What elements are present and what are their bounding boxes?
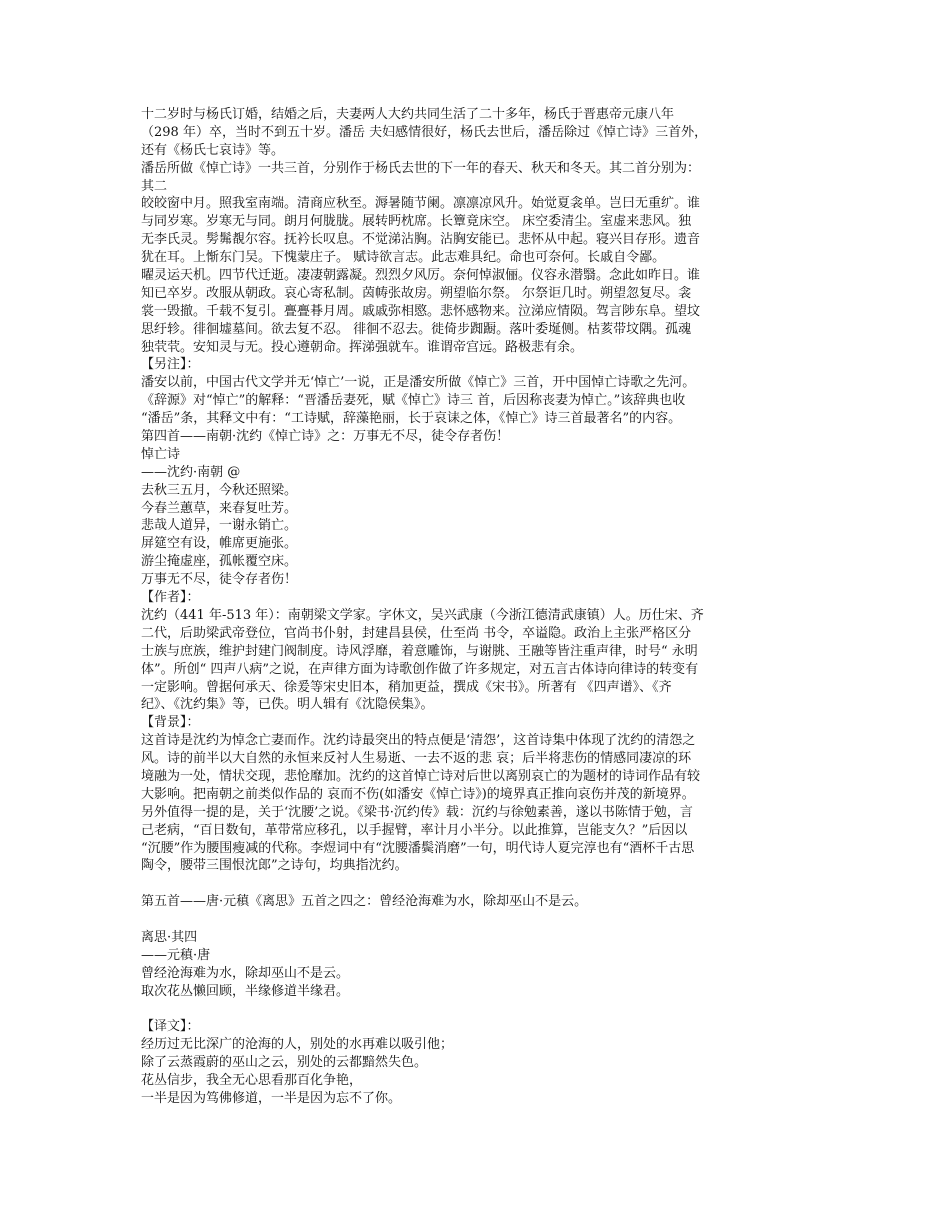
poem-line: 去秋三五月，今秋还照梁。: [141, 482, 298, 498]
text-line: 除了云蒸霞蔚的巫山之云，别处的云都黯然失色。: [141, 1055, 428, 1071]
text-line: 其二: [141, 178, 168, 194]
poem-line: 悲哉人道异，一谢永销亡。: [141, 518, 298, 534]
poem-line: 屏筵空有设，帷席更施张。: [141, 536, 298, 552]
text-line: 二代，后助梁武帝登位，官尚书仆射，封建昌县侯，仕至尚 书令，卒谥隐。政治上主张严格区分: [141, 625, 692, 641]
poem-line: 万事无不尽，徒令存者伤！: [141, 572, 298, 588]
poem-title: 悼亡诗: [141, 446, 181, 462]
text-line: 犹在耳。上惭东门吴。下愧蒙庄子。 赋诗欲言志。此志难具纪。命也可奈何。长戚自令鄙。: [141, 250, 666, 266]
text-line: 花丛信步，我全无心思看那百化争艳，: [141, 1073, 363, 1089]
text-line: 一半是因为笃佛修道，一半是因为忘不了你。: [141, 1090, 402, 1106]
poem-line: 今春兰蕙草，来春复吐芳。: [141, 500, 298, 516]
poem-line: 曾经沧海难为水，除却巫山不是云。: [141, 965, 350, 981]
text-line: 风。诗的前半以大自然的永恒来反衬人生易逝、一去不返的悲 哀；后半将悲伤的情感同凄凉的环: [141, 751, 692, 767]
text-line: 第四首——南朝·沈约《悼亡诗》之：万事无不尽，徒令存者伤！: [141, 429, 510, 445]
section-heading: 【另注】：: [141, 357, 200, 373]
document-body: [141, 106, 809, 1108]
text-line: 体”。所创“ 四声八病”之说，在声律方面为诗歌创作做了许多规定，对五言古体诗向律诗的转变有: [141, 661, 699, 677]
text-line: 一定影响。曾据何承天、徐爰等宋史旧本，稍加更益，撰成《宋书》。所著有 《四声谱》、《齐: [141, 679, 672, 695]
section-heading: 【作者】：: [141, 590, 200, 606]
text-line: 己老病，“百日数旬，革带常应移孔，以手握臂，率计月小半分。以此推算，岂能支久？”后因以: [141, 822, 688, 838]
text-line: 裳一毁撤。千载不复引。亹亹朞月周。戚戚弥相愍。悲怀感物来。泣涕应情陨。驾言陟东阜。望坟: [141, 303, 701, 319]
text-line: 《辞源》对“悼亡”的解释：“晋潘岳妻死，赋《悼亡》诗三 首，后因称丧妻为悼亡。”该辞典也收: [141, 393, 686, 409]
blank-line: [141, 1001, 809, 1019]
text-line: 十二岁时与杨氏订婚，结婚之后，夫妻两人大约共同生活了二十多年，杨氏于晋惠帝元康八年: [141, 107, 675, 122]
text-line: 皎皎窗中月。照我室南端。清商应秋至。溽暑随节阑。凛凛凉风升。始觉夏衾单。岂曰无重纩。谁: [141, 196, 701, 212]
text-line: 还有《杨氏七哀诗》等。: [141, 142, 285, 158]
text-line: 大影响。把南朝之前类似作品的 哀而不伤(如潘安《悼亡诗》)的境界真正推向哀伤并茂的新境界。: [141, 786, 695, 802]
text-line: 曜灵运天机。四节代迁逝。凄凄朝露凝。烈烈夕风厉。奈何悼淑俪。仪容永潜翳。念此如昨日。谁: [141, 268, 701, 284]
text-line: 知已卒岁。改服从朝政。哀心寄私制。茵帱张故房。朔望临尔祭。 尔祭讵几时。朔望忽复尽。衾: [141, 285, 692, 301]
text-line: 第五首——唐·元稹《离思》五首之四之：曾经沧海难为水，除却巫山不是云。: [141, 894, 588, 910]
text-line: 经历过无比深广的沧海的人，别处的水再难以吸引他；: [141, 1037, 454, 1053]
text-line: （298 年）卒，当时不到五十岁。潘岳 夫妇感情很好，杨氏去世后，潘岳除过《悼亡诗》三首外，: [141, 124, 708, 140]
text-line: 境融为一处，情状交现，悲怆靡加。沈约的这首悼亡诗对后世以离别哀亡的为题材的诗词作品有较: [141, 768, 701, 784]
text-line: 潘岳所做《悼亡诗》一共三首，分别作于杨氏去世的下一年的春天、秋天和冬天。其二首分别为：: [141, 160, 701, 176]
text-line: 沈约（441 年-513 年）：南朝梁文学家。字休文，吴兴武康（今浙江德清武康镇）人。历仕宋、齐: [141, 607, 704, 623]
poem-author: ——元稹·唐: [141, 947, 211, 963]
text-line: 与同岁寒。岁寒无与同。朗月何胧胧。展转眄枕席。长簟竟床空。 床空委清尘。室虚来悲风。独: [141, 214, 692, 230]
poem-line: 游尘掩虚座，孤帐覆空床。: [141, 554, 298, 570]
text-line: “沉腰”作为腰围瘦减的代称。李煜词中有“沈腰潘鬓消磨”一句，明代诗人夏完淳也有“酒杯千古思: [141, 840, 695, 856]
text-line: “潘岳”条，其释文中有：“工诗赋，辞藻艳丽，长于哀诔之体，《悼亡》诗三首最著名”的内容。: [141, 411, 682, 427]
section-heading: 【译文】：: [141, 1019, 200, 1035]
text-line: 这首诗是沈约为悼念亡妻而作。沈约诗最突出的特点便是‘清怨’，这首诗集中体现了沈约的清怨之: [141, 733, 696, 749]
blank-line: [141, 911, 809, 929]
text-line: 另外值得一提的是，关于‘沈腰’之说。《梁书·沉约传》载：沉约与徐勉素善，遂以书陈情于勉，言: [141, 804, 693, 820]
blank-line: [141, 875, 809, 893]
section-heading: 【背景】：: [141, 715, 200, 731]
poem-line: 取次花丛懒回顾，半缘修道半缘君。: [141, 983, 350, 999]
text-line: 潘安以前，中国古代文学并无‘悼亡’一说，正是潘安所做《悼亡》三首，开中国悼亡诗歌之先河。: [141, 375, 696, 391]
text-line: 思纡轸。徘徊墟墓间。欲去复不忍。 徘徊不忍去。徙倚步踟蹰。落叶委埏侧。枯荄带坟隅。孤魂: [141, 321, 692, 337]
text-line: 士族与庶族，维护封建门阀制度。诗风浮靡，着意雕饰，与谢朓、王融等皆注重声律，时号“ 永明: [141, 643, 698, 659]
text-line: 无李氏灵。髣髴覩尔容。抚衿长叹息。不觉涕沾胸。沾胸安能已。悲怀从中起。寝兴目存形。遗音: [141, 232, 701, 248]
poem-author: ——沈约·南朝 @: [141, 464, 241, 480]
poem-title: 离思·其四: [141, 929, 198, 945]
text-line: 纪》、《沈约集》等，已佚。明人辑有《沈隐侯集》。: [141, 697, 434, 713]
text-line: 独茕茕。安知灵与无。投心遵朝命。挥涕强就车。谁谓帝宫远。路极悲有余。: [141, 339, 584, 355]
text-line: 陶令，腰带三围恨沈郎”之诗句，均典指沈约。: [141, 858, 408, 874]
